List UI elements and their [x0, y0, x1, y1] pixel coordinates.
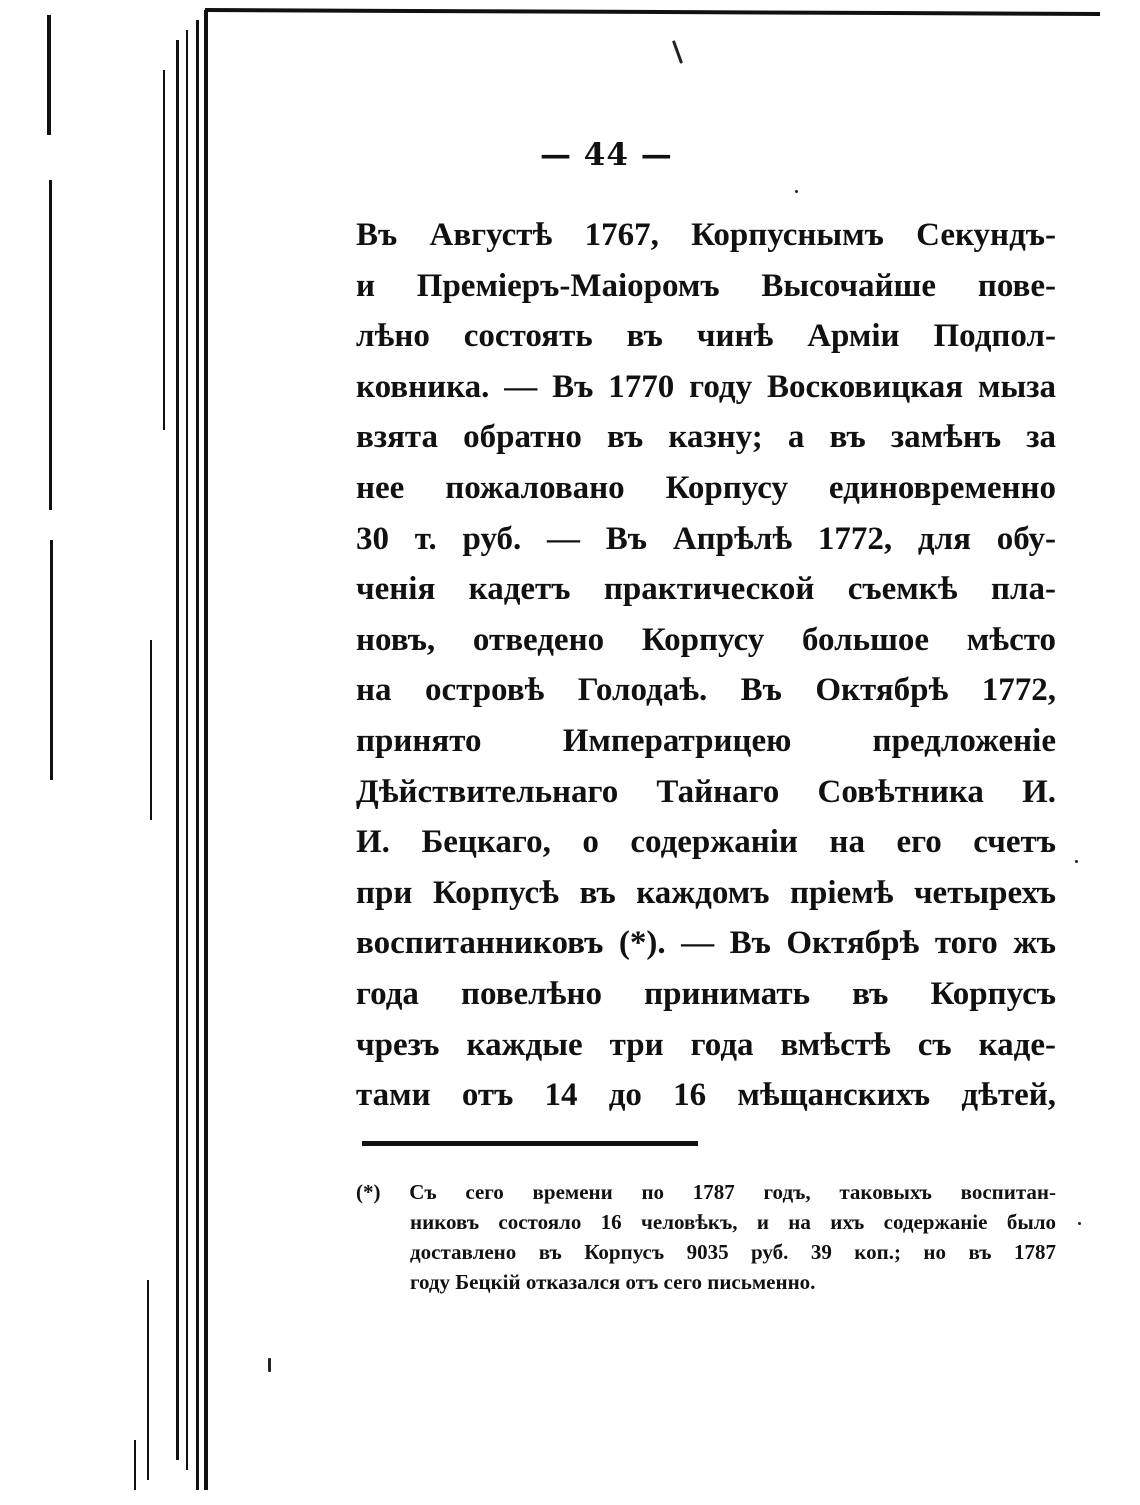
footnote [356, 1177, 1056, 1297]
body-text [356, 210, 1056, 1121]
text-line: лѣно состоять въ чинѣ Армiи Подпол- [356, 318, 1056, 355]
text-line: 30 т. руб. — Въ Апрѣлѣ 1772, для обу- [356, 520, 1056, 557]
text-line: ковника. — Въ 1770 году Восковицкая мыза [356, 368, 1056, 405]
footnote-line: (*) Съ сего времени по 1787 годъ, таковыхъ воспитан- [356, 1180, 1056, 1204]
text-line: нее пожаловано Корпусу единовременно [356, 469, 1056, 506]
scan-speck [268, 1358, 271, 1372]
text-line: Дѣйствительнаго Тайнаго Совѣтника И. [356, 773, 1056, 810]
footnote-line: доставлено въ Корпусъ 9035 руб. 39 коп.; но въ 1787 [410, 1240, 1056, 1264]
text-line: И. Бецкаго, о содержанiи на его счетъ [356, 824, 1056, 861]
text-line: воспитанниковъ (*). — Въ Октябрѣ того жъ [356, 925, 1056, 962]
text-line: Въ Августѣ 1767, Корпуснымъ Секундъ- [356, 217, 1056, 253]
top-border-rule [205, 8, 1100, 16]
scan-speck [1078, 1222, 1081, 1225]
scan-speck [672, 40, 683, 64]
text-line: взята обратно въ казну; а въ замѣнъ за [356, 419, 1056, 456]
text-line: тами отъ 14 до 16 мѣщанскихъ дѣтей, [356, 1077, 1056, 1114]
text-line: новъ, отведено Корпусу большое мѣсто [356, 621, 1056, 658]
text-line: года повелѣно принимать въ Корпусъ [356, 975, 1056, 1012]
text-line: принято Императрицею предложенiе [356, 722, 1056, 759]
footnote-line: году Бецкiй отказался отъ сего письменно. [410, 1270, 816, 1294]
page-number: — 44 — [540, 137, 673, 173]
text-line: при Корпусѣ въ каждомъ прiемѣ четырехъ [356, 874, 1056, 911]
text-line: ченiя кадетъ практической съемкѣ пла- [356, 571, 1056, 608]
text-line: на островѣ Голодаѣ. Въ Октябрѣ 1772, [356, 672, 1056, 709]
footnote-separator [362, 1141, 698, 1146]
scan-speck [1075, 860, 1078, 863]
text-line: чрезъ каждые три года вмѣстѣ съ каде- [356, 1026, 1056, 1063]
book-binding-edge [0, 0, 215, 1505]
scan-speck [795, 190, 798, 193]
footnote-line: никовъ состояло 16 человѣкъ, и на ихъ содержанiе было [410, 1210, 1056, 1234]
text-line: и Премiеръ-Маiоромъ Высочайше пове- [356, 267, 1056, 304]
